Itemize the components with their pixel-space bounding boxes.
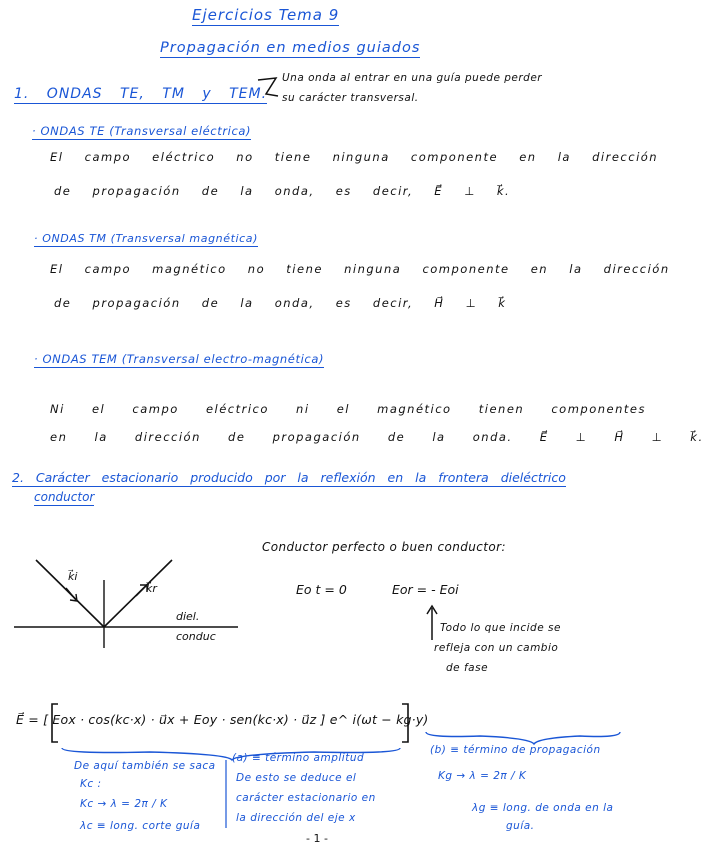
eq-transmitted: Eo t = 0: [296, 582, 347, 597]
tm-heading: · ONDAS TM (Transversal magnética): [34, 232, 259, 245]
page-number: - 1 -: [306, 832, 328, 845]
side-note-line-1: Una onda al entrar en una guía puede perder: [282, 72, 543, 84]
note-a-line-3: Kc → λ = 2π / K: [80, 798, 168, 810]
section-2-heading: 2. Carácter estacionario producido por la reflexión en la frontera dieléctrico: [12, 470, 566, 485]
note-a-line-2: Kc :: [80, 778, 102, 790]
tem-heading: · ONDAS TEM (Transversal electro-magnética): [34, 352, 325, 366]
reflect-note-3: de fase: [446, 662, 489, 674]
reflect-note-2: refleja con un cambio: [434, 642, 559, 654]
note-a-line-4: λc ≡ long. corte guía: [80, 820, 201, 832]
tm-line-1: El campo magnético no tiene ninguna componente en la dirección: [50, 262, 670, 276]
note-b-line-3: carácter estacionario en: [236, 792, 376, 804]
note-c-line-1: (b) ≡ término de propagación: [430, 744, 601, 756]
eq-reflected: Eor = - Eoi: [392, 582, 459, 597]
note-b-line-4: la dirección del eje x: [236, 812, 356, 824]
side-note-line-2: su carácter transversal.: [282, 92, 419, 104]
te-heading: · ONDAS TE (Transversal eléctrica): [32, 124, 252, 138]
conductor-label: conduc: [176, 630, 216, 643]
tm-line-2: de propagación de la onda, es decir, H⃗ ⊥ k⃗: [54, 296, 507, 310]
dielectric-label: diel.: [176, 610, 200, 623]
conductor-title: Conductor perfecto o buen conductor:: [262, 540, 506, 554]
kr-label: k⃗r: [146, 582, 157, 595]
note-c-line-4: guía.: [506, 820, 535, 832]
note-b-line-1: (a) ≡ término amplitud: [232, 752, 365, 764]
page-title: Ejercicios Tema 9: [192, 6, 340, 24]
note-c-line-2: Kg → λ = 2π / K: [438, 770, 527, 782]
ki-label: k⃗i: [68, 570, 78, 583]
tem-line-1: Ni el campo eléctrico ni el magnético tienen componentes: [50, 402, 646, 416]
section-1-heading: 1. ONDAS TE, TM y TEM.: [14, 86, 268, 102]
main-equation: E⃗ = [ Eox · cos(kc·x) · u⃗x + Eoy · sen(kc·x) · u⃗z ] e^ i(ωt − kg·y): [16, 712, 429, 727]
page-subtitle: Propagación en medios guiados: [160, 40, 421, 56]
tem-line-2: en la dirección de propagación de la onda. E⃗ ⊥ H⃗ ⊥ k⃗.: [50, 430, 704, 444]
reflect-note-1: Todo lo que incide se: [440, 622, 561, 634]
note-b-line-2: De esto se deduce el: [236, 772, 357, 784]
note-a-line-1: De aquí también se saca: [74, 760, 216, 772]
te-line-1: El campo eléctrico no tiene ninguna componente en la dirección: [50, 150, 659, 164]
te-line-2: de propagación de la onda, es decir, E⃗ ⊥ k⃗.: [54, 184, 511, 198]
note-c-line-3: λg ≡ long. de onda en la: [472, 802, 614, 814]
section-2-heading-cont: conductor: [34, 490, 95, 504]
